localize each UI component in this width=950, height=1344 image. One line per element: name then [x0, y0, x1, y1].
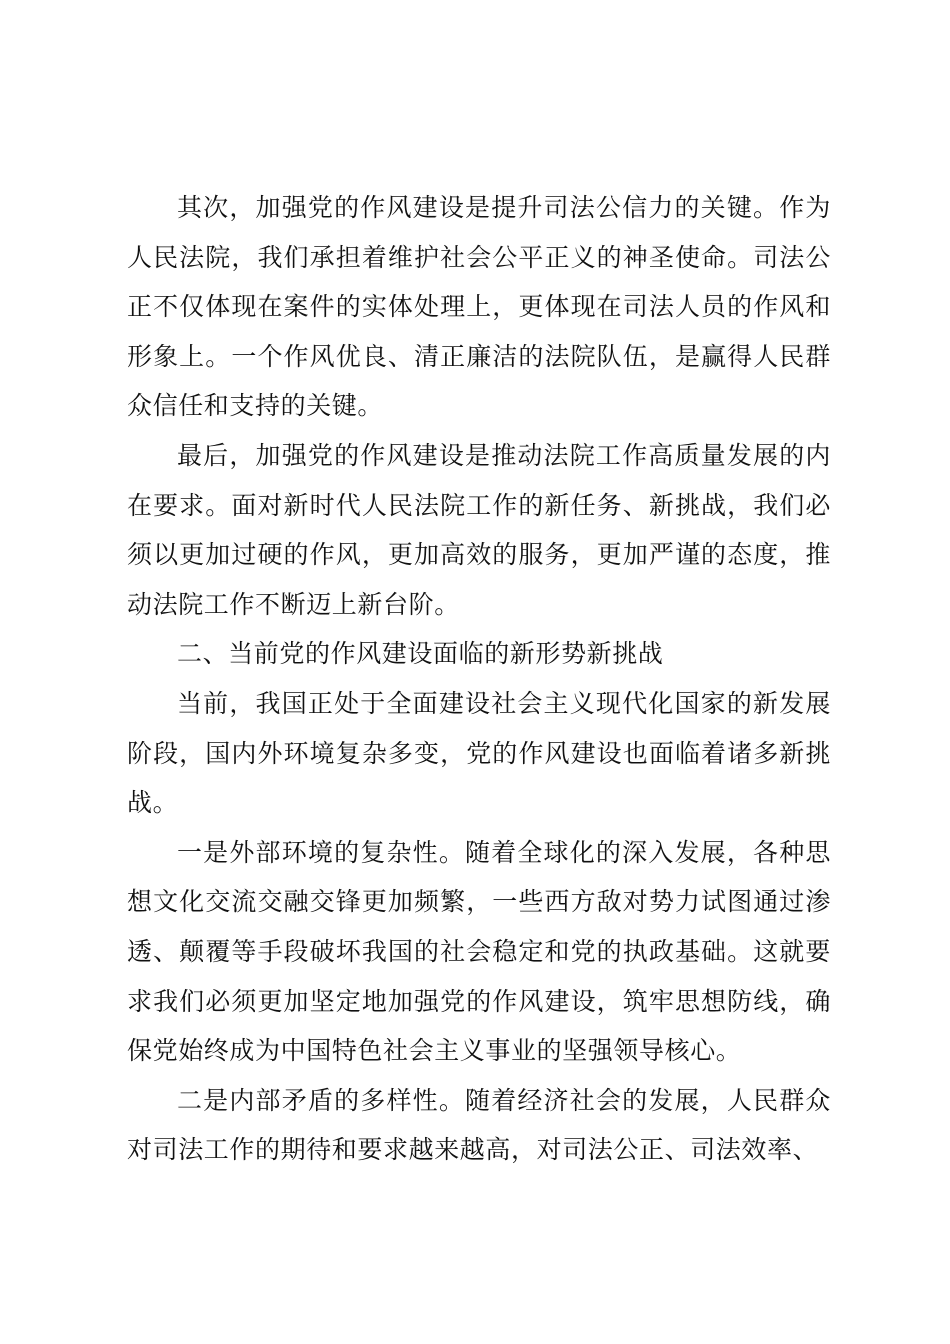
section-heading: 二、当前党的作风建设面临的新形势新挑战: [177, 639, 664, 669]
paragraph-external-environment: 一是外部环境的复杂性。随着全球化的深入发展，各种思想文化交流交融交锋更加频繁，一些西方敌对势力试图通过渗透、颠覆等手段破坏我国的社会稳定和党的执政基础。这就要求我们必须更加坚定地加强党的作风建设，筑牢思想防线，确保党始终成为中国特色社会主义事业的坚强领导核心。: [127, 837, 831, 1066]
paragraph-internal-contradictions: 二是内部矛盾的多样性。随着经济社会的发展，人民群众对司法工作的期待和要求越来越高，对司法公正、司法效率、: [127, 1085, 831, 1165]
paragraph-new-stage: 当前，我国正处于全面建设社会主义现代化国家的新发展阶段，国内外环境复杂多变，党的作风建设也面临着诸多新挑战。: [127, 688, 831, 818]
document-body: [127, 183, 831, 1175]
paragraph-high-quality-development: 最后，加强党的作风建设是推动法院工作高质量发展的内在要求。面对新时代人民法院工作的新任务、新挑战，我们必须以更加过硬的作风，更加高效的服务，更加严谨的态度，推动法院工作不断迈上新台阶。: [127, 440, 831, 619]
paragraph-credibility: 其次，加强党的作风建设是提升司法公信力的关键。作为人民法院，我们承担着维护社会公平正义的神圣使命。司法公正不仅体现在案件的实体处理上，更体现在司法人员的作风和形象上。一个作风优良、清正廉洁的法院队伍，是赢得人民群众信任和支持的关键。: [127, 193, 831, 421]
